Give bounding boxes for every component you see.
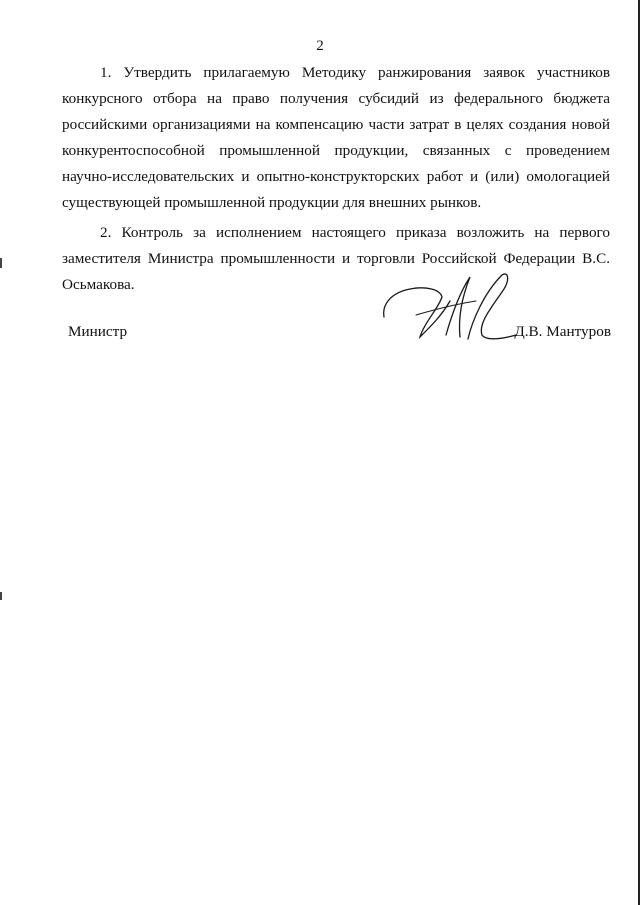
page-number: 2	[316, 38, 324, 54]
paragraph-control-assignment: 2. Контроль за исполнением настоящего приказа возложить на первого заместителя Министра промышленности и торговли Российской Федерации В.С. Осьмакова.	[62, 224, 610, 293]
scan-edge-mark	[0, 592, 2, 600]
signature-block	[68, 319, 611, 345]
signer-title: Министр	[68, 323, 128, 340]
paragraph-approve-methodology: 1. Утвердить прилагаемую Методику ранжирования заявок участников конкурсного отбора на право получения субсидий из федерального бюджета российскими организациями на компенсацию части затрат в целях создания новой конкурентоспособной промышленной продукции, связанных с проведением научно-исследовательских и опытно-конструкторских работ и (или) омологацией существующей промышленной продукции для внешних рынков.	[62, 64, 610, 211]
scan-edge-mark	[0, 258, 2, 268]
document-body	[62, 60, 610, 298]
signer-name: Д.В. Мантуров	[514, 323, 611, 340]
